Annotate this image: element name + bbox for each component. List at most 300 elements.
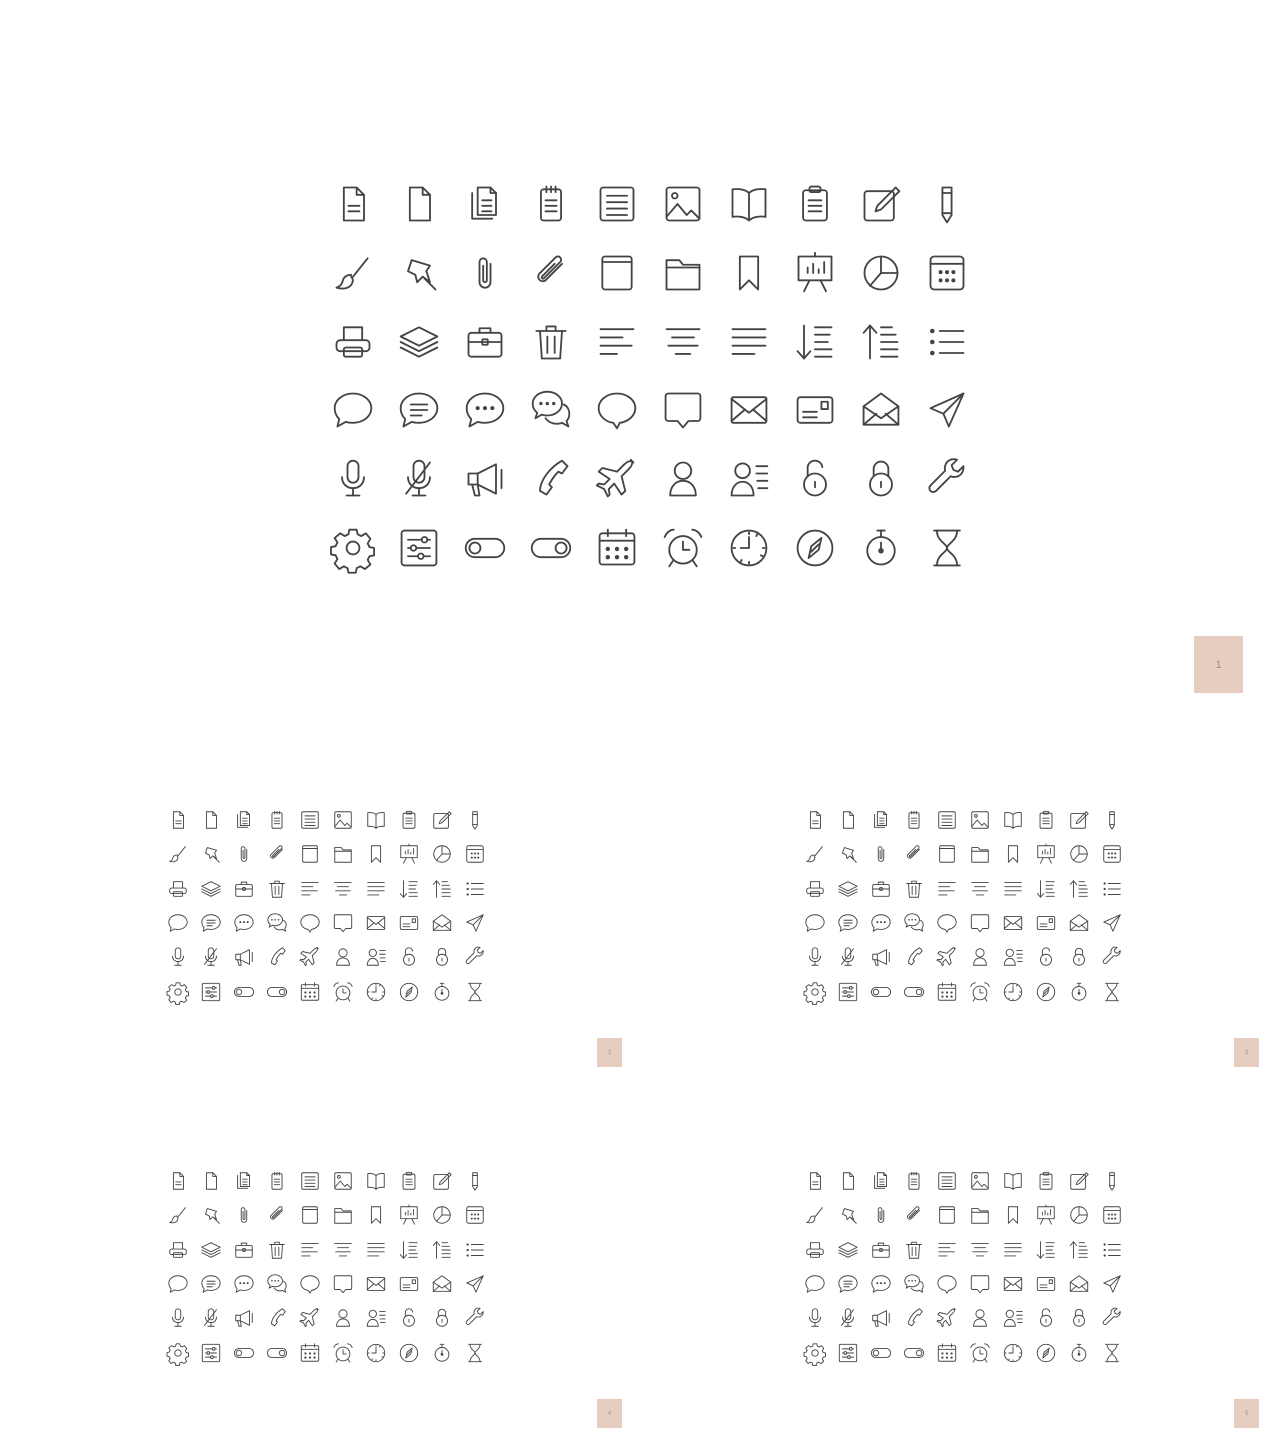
chat-multiple-icon — [903, 912, 925, 934]
chat-text-icon — [397, 388, 441, 432]
megaphone-icon — [864, 1301, 897, 1335]
airplane-icon — [930, 940, 963, 974]
compass-icon — [1029, 975, 1062, 1009]
paperclip-diagonal-icon — [897, 837, 930, 871]
toggle-on-icon — [529, 526, 573, 570]
toggle-off-icon — [227, 1336, 260, 1370]
align-left-icon — [584, 307, 650, 376]
paintbrush-icon — [167, 843, 189, 865]
speech-bubble-square-icon — [969, 1273, 991, 1295]
printer-icon — [161, 872, 194, 906]
notepad-icon — [529, 182, 573, 226]
presentation-icon — [398, 843, 420, 865]
folder-icon — [332, 843, 354, 865]
edit-square-icon — [859, 182, 903, 226]
sliders-icon — [831, 1336, 864, 1370]
documents-copy-icon — [463, 182, 507, 226]
layers-icon — [200, 1239, 222, 1261]
align-center-icon — [326, 1233, 359, 1267]
speech-bubble-icon — [167, 1273, 189, 1295]
text-document-icon — [299, 809, 321, 831]
sort-descending-icon — [392, 1233, 425, 1267]
chat-text-icon — [194, 1267, 227, 1301]
phone-icon — [903, 946, 925, 968]
notepad-icon — [897, 803, 930, 837]
speech-bubble-round-icon — [299, 1273, 321, 1295]
microphone-off-icon — [831, 940, 864, 974]
bookmark-icon — [716, 239, 782, 308]
lock-open-icon — [398, 946, 420, 968]
paperclip-diagonal-icon — [260, 837, 293, 871]
lock-open-icon — [392, 1301, 425, 1335]
bookmark-icon — [365, 1204, 387, 1226]
layers-icon — [200, 878, 222, 900]
clock-icon — [727, 526, 771, 570]
chat-dots-icon — [870, 1273, 892, 1295]
envelope-icon — [359, 1267, 392, 1301]
speech-bubble-icon — [804, 912, 826, 934]
airplane-icon — [299, 946, 321, 968]
lock-open-icon — [782, 445, 848, 514]
lock-open-icon — [1035, 1307, 1057, 1329]
layers-icon — [831, 872, 864, 906]
align-center-icon — [963, 1233, 996, 1267]
envelope-icon — [1002, 912, 1024, 934]
clipboard-icon — [1029, 803, 1062, 837]
airplane-icon — [293, 1301, 326, 1335]
presentation-icon — [1035, 843, 1057, 865]
folder-icon — [326, 837, 359, 871]
phone-icon — [266, 946, 288, 968]
megaphone-icon — [452, 445, 518, 514]
pie-chart-icon — [1062, 1198, 1095, 1232]
document-text-icon — [804, 1170, 826, 1192]
airplane-icon — [595, 457, 639, 501]
toggle-off-icon — [452, 513, 518, 582]
open-book-icon — [1002, 809, 1024, 831]
layers-icon — [386, 307, 452, 376]
envelope-icon — [727, 388, 771, 432]
chat-text-icon — [200, 912, 222, 934]
speech-bubble-square-icon — [963, 1267, 996, 1301]
document-text-icon — [804, 809, 826, 831]
paper-plane-icon — [464, 912, 486, 934]
paperclip-vertical-icon — [864, 1198, 897, 1232]
bookmark-icon — [359, 837, 392, 871]
phone-icon — [266, 1307, 288, 1329]
folder-icon — [650, 239, 716, 308]
phone-icon — [903, 1307, 925, 1329]
pie-chart-icon — [431, 1204, 453, 1226]
speech-bubble-icon — [320, 376, 386, 445]
edit-square-icon — [425, 803, 458, 837]
edit-square-icon — [431, 1170, 453, 1192]
documents-copy-icon — [227, 803, 260, 837]
printer-icon — [161, 1233, 194, 1267]
align-justify-icon — [716, 307, 782, 376]
microphone-icon — [161, 1301, 194, 1335]
calendar-icon — [930, 1336, 963, 1370]
stopwatch-icon — [431, 1342, 453, 1364]
documents-copy-icon — [233, 809, 255, 831]
align-left-icon — [293, 1233, 326, 1267]
presentation-icon — [793, 251, 837, 295]
calendar-grid-icon — [464, 1204, 486, 1226]
compass-icon — [1029, 1336, 1062, 1370]
envelope-open-icon — [1068, 912, 1090, 934]
chat-text-icon — [831, 906, 864, 940]
toggle-on-icon — [903, 1342, 925, 1364]
folder-icon — [963, 837, 996, 871]
lock-open-icon — [392, 940, 425, 974]
user-icon — [661, 457, 705, 501]
bullet-list-icon — [914, 307, 980, 376]
calendar-icon — [584, 513, 650, 582]
chat-dots-icon — [227, 906, 260, 940]
toggle-on-icon — [897, 1336, 930, 1370]
align-justify-icon — [727, 320, 771, 364]
envelope-open-icon — [859, 388, 903, 432]
stopwatch-icon — [848, 513, 914, 582]
compass-icon — [1035, 1342, 1057, 1364]
gear-icon — [798, 1336, 831, 1370]
chat-dots-icon — [233, 912, 255, 934]
calendar-grid-icon — [1101, 843, 1123, 865]
paperclip-vertical-icon — [870, 1204, 892, 1226]
airplane-icon — [936, 946, 958, 968]
calendar-grid-icon — [464, 843, 486, 865]
align-justify-icon — [996, 872, 1029, 906]
toggle-on-icon — [266, 1342, 288, 1364]
documents-copy-icon — [227, 1164, 260, 1198]
envelope-open-icon — [425, 906, 458, 940]
open-book-icon — [1002, 1170, 1024, 1192]
text-document-icon — [595, 182, 639, 226]
stopwatch-icon — [1062, 1336, 1095, 1370]
image-icon — [332, 1170, 354, 1192]
clock-icon — [996, 975, 1029, 1009]
sort-descending-icon — [782, 307, 848, 376]
sort-ascending-icon — [431, 1239, 453, 1261]
calendar-icon — [930, 975, 963, 1009]
clock-icon — [365, 1342, 387, 1364]
gear-icon — [161, 1336, 194, 1370]
pencil-icon — [1101, 1170, 1123, 1192]
gear-icon — [798, 975, 831, 1009]
paintbrush-icon — [161, 837, 194, 871]
text-document-icon — [293, 1164, 326, 1198]
image-icon — [969, 809, 991, 831]
envelope-open-icon — [431, 912, 453, 934]
pie-chart-icon — [431, 843, 453, 865]
user-list-icon — [1002, 1307, 1024, 1329]
presentation-icon — [782, 239, 848, 308]
printer-icon — [167, 1239, 189, 1261]
paperclip-diagonal-icon — [903, 843, 925, 865]
speech-bubble-round-icon — [584, 376, 650, 445]
postcard-icon — [1029, 1267, 1062, 1301]
microphone-off-icon — [200, 1307, 222, 1329]
align-left-icon — [930, 872, 963, 906]
presentation-icon — [392, 1198, 425, 1232]
microphone-icon — [804, 946, 826, 968]
megaphone-icon — [864, 940, 897, 974]
chat-dots-icon — [864, 906, 897, 940]
align-left-icon — [293, 872, 326, 906]
wrench-icon — [1095, 940, 1128, 974]
alarm-clock-icon — [969, 981, 991, 1003]
microphone-icon — [804, 1307, 826, 1329]
clock-icon — [365, 981, 387, 1003]
postcard-icon — [1035, 912, 1057, 934]
folder-icon — [969, 843, 991, 865]
pushpin-icon — [837, 843, 859, 865]
sort-descending-icon — [793, 320, 837, 364]
image-icon — [963, 1164, 996, 1198]
gear-icon — [331, 526, 375, 570]
microphone-off-icon — [200, 946, 222, 968]
envelope-open-icon — [425, 1267, 458, 1301]
open-book-icon — [996, 803, 1029, 837]
sort-ascending-icon — [1062, 872, 1095, 906]
briefcase-icon — [233, 878, 255, 900]
sliders-icon — [194, 1336, 227, 1370]
toggle-off-icon — [233, 1342, 255, 1364]
hourglass-icon — [914, 513, 980, 582]
bookmark-icon — [996, 837, 1029, 871]
stopwatch-icon — [431, 981, 453, 1003]
gear-icon — [167, 981, 189, 1003]
airplane-icon — [293, 940, 326, 974]
alarm-clock-icon — [969, 1342, 991, 1364]
document-text-icon — [167, 1170, 189, 1192]
paperclip-vertical-icon — [227, 1198, 260, 1232]
bullet-list-icon — [458, 1233, 491, 1267]
image-icon — [326, 1164, 359, 1198]
toggle-on-icon — [518, 513, 584, 582]
chat-dots-icon — [870, 912, 892, 934]
wrench-icon — [464, 946, 486, 968]
lock-open-icon — [793, 457, 837, 501]
briefcase-icon — [452, 307, 518, 376]
edit-square-icon — [431, 809, 453, 831]
alarm-clock-icon — [963, 975, 996, 1009]
sort-descending-icon — [1035, 878, 1057, 900]
paintbrush-icon — [798, 837, 831, 871]
pushpin-icon — [194, 1198, 227, 1232]
layers-icon — [194, 872, 227, 906]
align-center-icon — [332, 1239, 354, 1261]
image-icon — [650, 170, 716, 239]
chat-text-icon — [386, 376, 452, 445]
microphone-icon — [167, 946, 189, 968]
paperclip-vertical-icon — [233, 1204, 255, 1226]
stopwatch-icon — [1062, 975, 1095, 1009]
text-document-icon — [293, 803, 326, 837]
chat-multiple-icon — [897, 1267, 930, 1301]
folder-icon — [661, 251, 705, 295]
document-text-icon — [167, 809, 189, 831]
align-center-icon — [969, 878, 991, 900]
sort-ascending-icon — [431, 878, 453, 900]
compass-icon — [1035, 981, 1057, 1003]
sliders-icon — [200, 981, 222, 1003]
stopwatch-icon — [859, 526, 903, 570]
lock-closed-icon — [431, 946, 453, 968]
lock-open-icon — [398, 1307, 420, 1329]
lock-closed-icon — [1068, 1307, 1090, 1329]
microphone-icon — [798, 940, 831, 974]
text-document-icon — [584, 170, 650, 239]
speech-bubble-square-icon — [332, 912, 354, 934]
briefcase-icon — [227, 1233, 260, 1267]
pencil-icon — [1095, 803, 1128, 837]
folder-blank-icon — [936, 843, 958, 865]
toggle-on-icon — [260, 1336, 293, 1370]
page-number-badge: 5 — [1234, 1399, 1259, 1428]
document-blank-icon — [200, 1170, 222, 1192]
gear-icon — [320, 513, 386, 582]
notepad-icon — [518, 170, 584, 239]
calendar-icon — [293, 1336, 326, 1370]
calendar-icon — [299, 981, 321, 1003]
icon-grid — [798, 803, 1128, 1009]
presentation-icon — [398, 1204, 420, 1226]
chat-multiple-icon — [260, 906, 293, 940]
trash-icon — [903, 1239, 925, 1261]
trash-icon — [897, 1233, 930, 1267]
edit-square-icon — [425, 1164, 458, 1198]
folder-blank-icon — [293, 837, 326, 871]
sort-ascending-icon — [425, 872, 458, 906]
sort-descending-icon — [392, 872, 425, 906]
clipboard-icon — [782, 170, 848, 239]
sort-ascending-icon — [848, 307, 914, 376]
sort-ascending-icon — [1068, 878, 1090, 900]
speech-bubble-round-icon — [293, 1267, 326, 1301]
user-list-icon — [365, 946, 387, 968]
folder-blank-icon — [299, 1204, 321, 1226]
folder-blank-icon — [584, 239, 650, 308]
briefcase-icon — [870, 878, 892, 900]
icon-grid — [320, 170, 980, 582]
lock-closed-icon — [425, 940, 458, 974]
user-list-icon — [727, 457, 771, 501]
envelope-icon — [1002, 1273, 1024, 1295]
folder-blank-icon — [299, 843, 321, 865]
chat-multiple-icon — [903, 1273, 925, 1295]
presentation-icon — [1029, 1198, 1062, 1232]
trash-icon — [903, 878, 925, 900]
document-blank-icon — [837, 809, 859, 831]
megaphone-icon — [870, 946, 892, 968]
document-blank-icon — [194, 1164, 227, 1198]
clipboard-icon — [1029, 1164, 1062, 1198]
chat-dots-icon — [463, 388, 507, 432]
folder-blank-icon — [595, 251, 639, 295]
alarm-clock-icon — [332, 981, 354, 1003]
lock-closed-icon — [1068, 946, 1090, 968]
notepad-icon — [260, 803, 293, 837]
alarm-clock-icon — [661, 526, 705, 570]
align-center-icon — [332, 878, 354, 900]
microphone-icon — [798, 1301, 831, 1335]
icon-sheet-page-5 — [798, 1164, 1128, 1370]
calendar-grid-icon — [1101, 1204, 1123, 1226]
sort-ascending-icon — [859, 320, 903, 364]
wrench-icon — [1095, 1301, 1128, 1335]
microphone-off-icon — [194, 940, 227, 974]
folder-icon — [326, 1198, 359, 1232]
icon-sheet-page-1 — [320, 170, 980, 582]
envelope-icon — [716, 376, 782, 445]
pushpin-icon — [837, 1204, 859, 1226]
toggle-off-icon — [864, 1336, 897, 1370]
clock-icon — [1002, 981, 1024, 1003]
pencil-icon — [1095, 1164, 1128, 1198]
speech-bubble-round-icon — [930, 906, 963, 940]
speech-bubble-icon — [804, 1273, 826, 1295]
trash-icon — [518, 307, 584, 376]
pushpin-icon — [831, 837, 864, 871]
image-icon — [332, 809, 354, 831]
paintbrush-icon — [331, 251, 375, 295]
notepad-icon — [903, 809, 925, 831]
bullet-list-icon — [464, 1239, 486, 1261]
lock-closed-icon — [425, 1301, 458, 1335]
calendar-icon — [936, 981, 958, 1003]
document-blank-icon — [831, 803, 864, 837]
hourglass-icon — [925, 526, 969, 570]
chat-multiple-icon — [266, 912, 288, 934]
bookmark-icon — [996, 1198, 1029, 1232]
text-document-icon — [299, 1170, 321, 1192]
presentation-icon — [1029, 837, 1062, 871]
speech-bubble-icon — [161, 906, 194, 940]
paperclip-diagonal-icon — [529, 251, 573, 295]
stopwatch-icon — [1068, 981, 1090, 1003]
wrench-icon — [1101, 1307, 1123, 1329]
document-text-icon — [320, 170, 386, 239]
speech-bubble-icon — [167, 912, 189, 934]
postcard-icon — [392, 906, 425, 940]
clipboard-icon — [398, 1170, 420, 1192]
compass-icon — [793, 526, 837, 570]
calendar-grid-icon — [1095, 837, 1128, 871]
notepad-icon — [266, 809, 288, 831]
image-icon — [969, 1170, 991, 1192]
microphone-icon — [320, 445, 386, 514]
notepad-icon — [266, 1170, 288, 1192]
postcard-icon — [392, 1267, 425, 1301]
page-number-badge: 2 — [597, 1038, 622, 1067]
calendar-grid-icon — [458, 837, 491, 871]
edit-square-icon — [1068, 809, 1090, 831]
paperclip-diagonal-icon — [903, 1204, 925, 1226]
align-left-icon — [595, 320, 639, 364]
calendar-icon — [936, 1342, 958, 1364]
align-left-icon — [299, 1239, 321, 1261]
trash-icon — [266, 878, 288, 900]
printer-icon — [804, 1239, 826, 1261]
user-list-icon — [1002, 946, 1024, 968]
alarm-clock-icon — [963, 1336, 996, 1370]
alarm-clock-icon — [332, 1342, 354, 1364]
microphone-off-icon — [837, 1307, 859, 1329]
sort-descending-icon — [1035, 1239, 1057, 1261]
toggle-on-icon — [266, 981, 288, 1003]
calendar-grid-icon — [458, 1198, 491, 1232]
